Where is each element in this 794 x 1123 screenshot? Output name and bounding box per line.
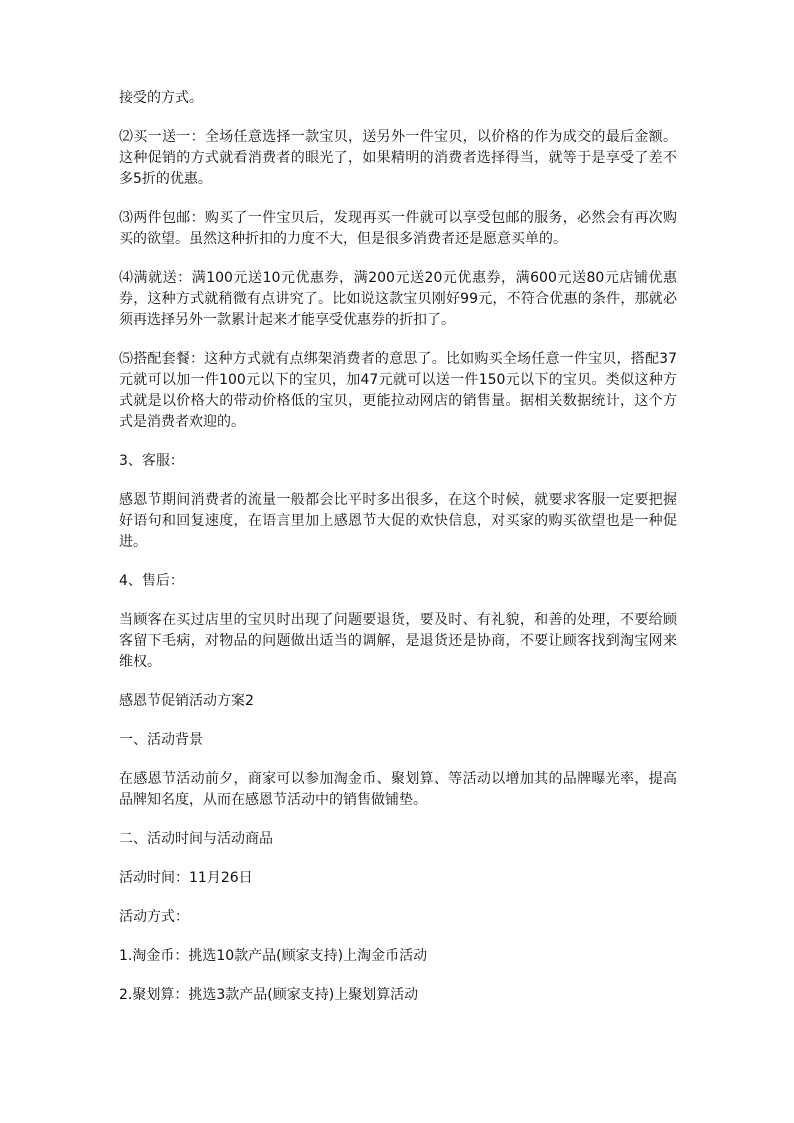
paragraph-after-sales: 当顾客在买过店里的宝贝时出现了问题要退货，要及时、有礼貌，和善的处理，不要给顾客留下毛病，对物品的问题做出适当的调解，是退货还是协商，不要让顾客找到淘宝网来维权。 — [119, 612, 677, 670]
heading-customer-service: 3、客服： — [119, 453, 184, 469]
paragraph-spend-and-get: ⑷满就送：满100元送10元优惠券，满200元送20元优惠券，满600元送80元店铺优惠券，这种方式就稍微有点讲究了。比如说这款宝贝刚好99元，不符合优惠的条件，那就必须再选择另外一款累计起来才能享受优惠券的折扣了。 — [119, 270, 677, 328]
heading-plan-2: 感恩节促销活动方案2 — [119, 693, 254, 709]
list-item-taojinbi: 1.淘金币：挑选10款产品(顾家支持)上淘金币活动 — [119, 948, 428, 964]
paragraph-continuation: 接受的方式。 — [119, 90, 203, 106]
heading-activity-background: 一、活动背景 — [119, 732, 203, 748]
paragraph-free-shipping: ⑶两件包邮：购买了一件宝贝后，发现再买一件就可以享受包邮的服务，必然会有再次购买的欲望。虽然这种折扣的力度不大，但是很多消费者还是愿意买单的。 — [119, 210, 677, 247]
list-item-juhuasuan: 2.聚划算：挑选3款产品(顾家支持)上聚划算活动 — [119, 987, 419, 1003]
paragraph-activity-background: 在感恩节活动前夕，商家可以参加淘金币、聚划算、等活动以增加其的品牌曝光率，提高品牌知名度，从而在感恩节活动中的销售做铺垫。 — [119, 771, 677, 808]
paragraph-bundle-package: ⑸搭配套餐：这种方式就有点绑架消费者的意思了。比如购买全场任意一件宝贝，搭配37元就可以加一件100元以下的宝贝，加47元就可以送一件150元以下的宝贝。类似这种方式就是以价格大的带动价格低的宝贝，更能拉动网店的销售量。据相关数据统计，这个方式是消费者欢迎的。 — [119, 351, 677, 430]
paragraph-customer-service: 感恩节期间消费者的流量一般都会比平时多出很多，在这个时候，就要求客服一定要把握好语句和回复速度，在语言里加上感恩节大促的欢快信息，对买家的购买欲望也是一种促进。 — [119, 492, 677, 550]
heading-after-sales: 4、售后： — [119, 573, 184, 589]
paragraph-activity-time: 活动时间：11月26日 — [119, 870, 253, 886]
paragraph-buy-one-get-one: ⑵买一送一：全场任意选择一款宝贝，送另外一件宝贝，以价格的作为成交的最后金额。这种促销的方式就看消费者的眼光了，如果精明的消费者选择得当，就等于是享受了差不多5折的优惠。 — [119, 129, 677, 187]
heading-activity-time-products: 二、活动时间与活动商品 — [119, 831, 273, 847]
paragraph-activity-method: 活动方式： — [119, 909, 189, 925]
document-page — [119, 88, 677, 1024]
